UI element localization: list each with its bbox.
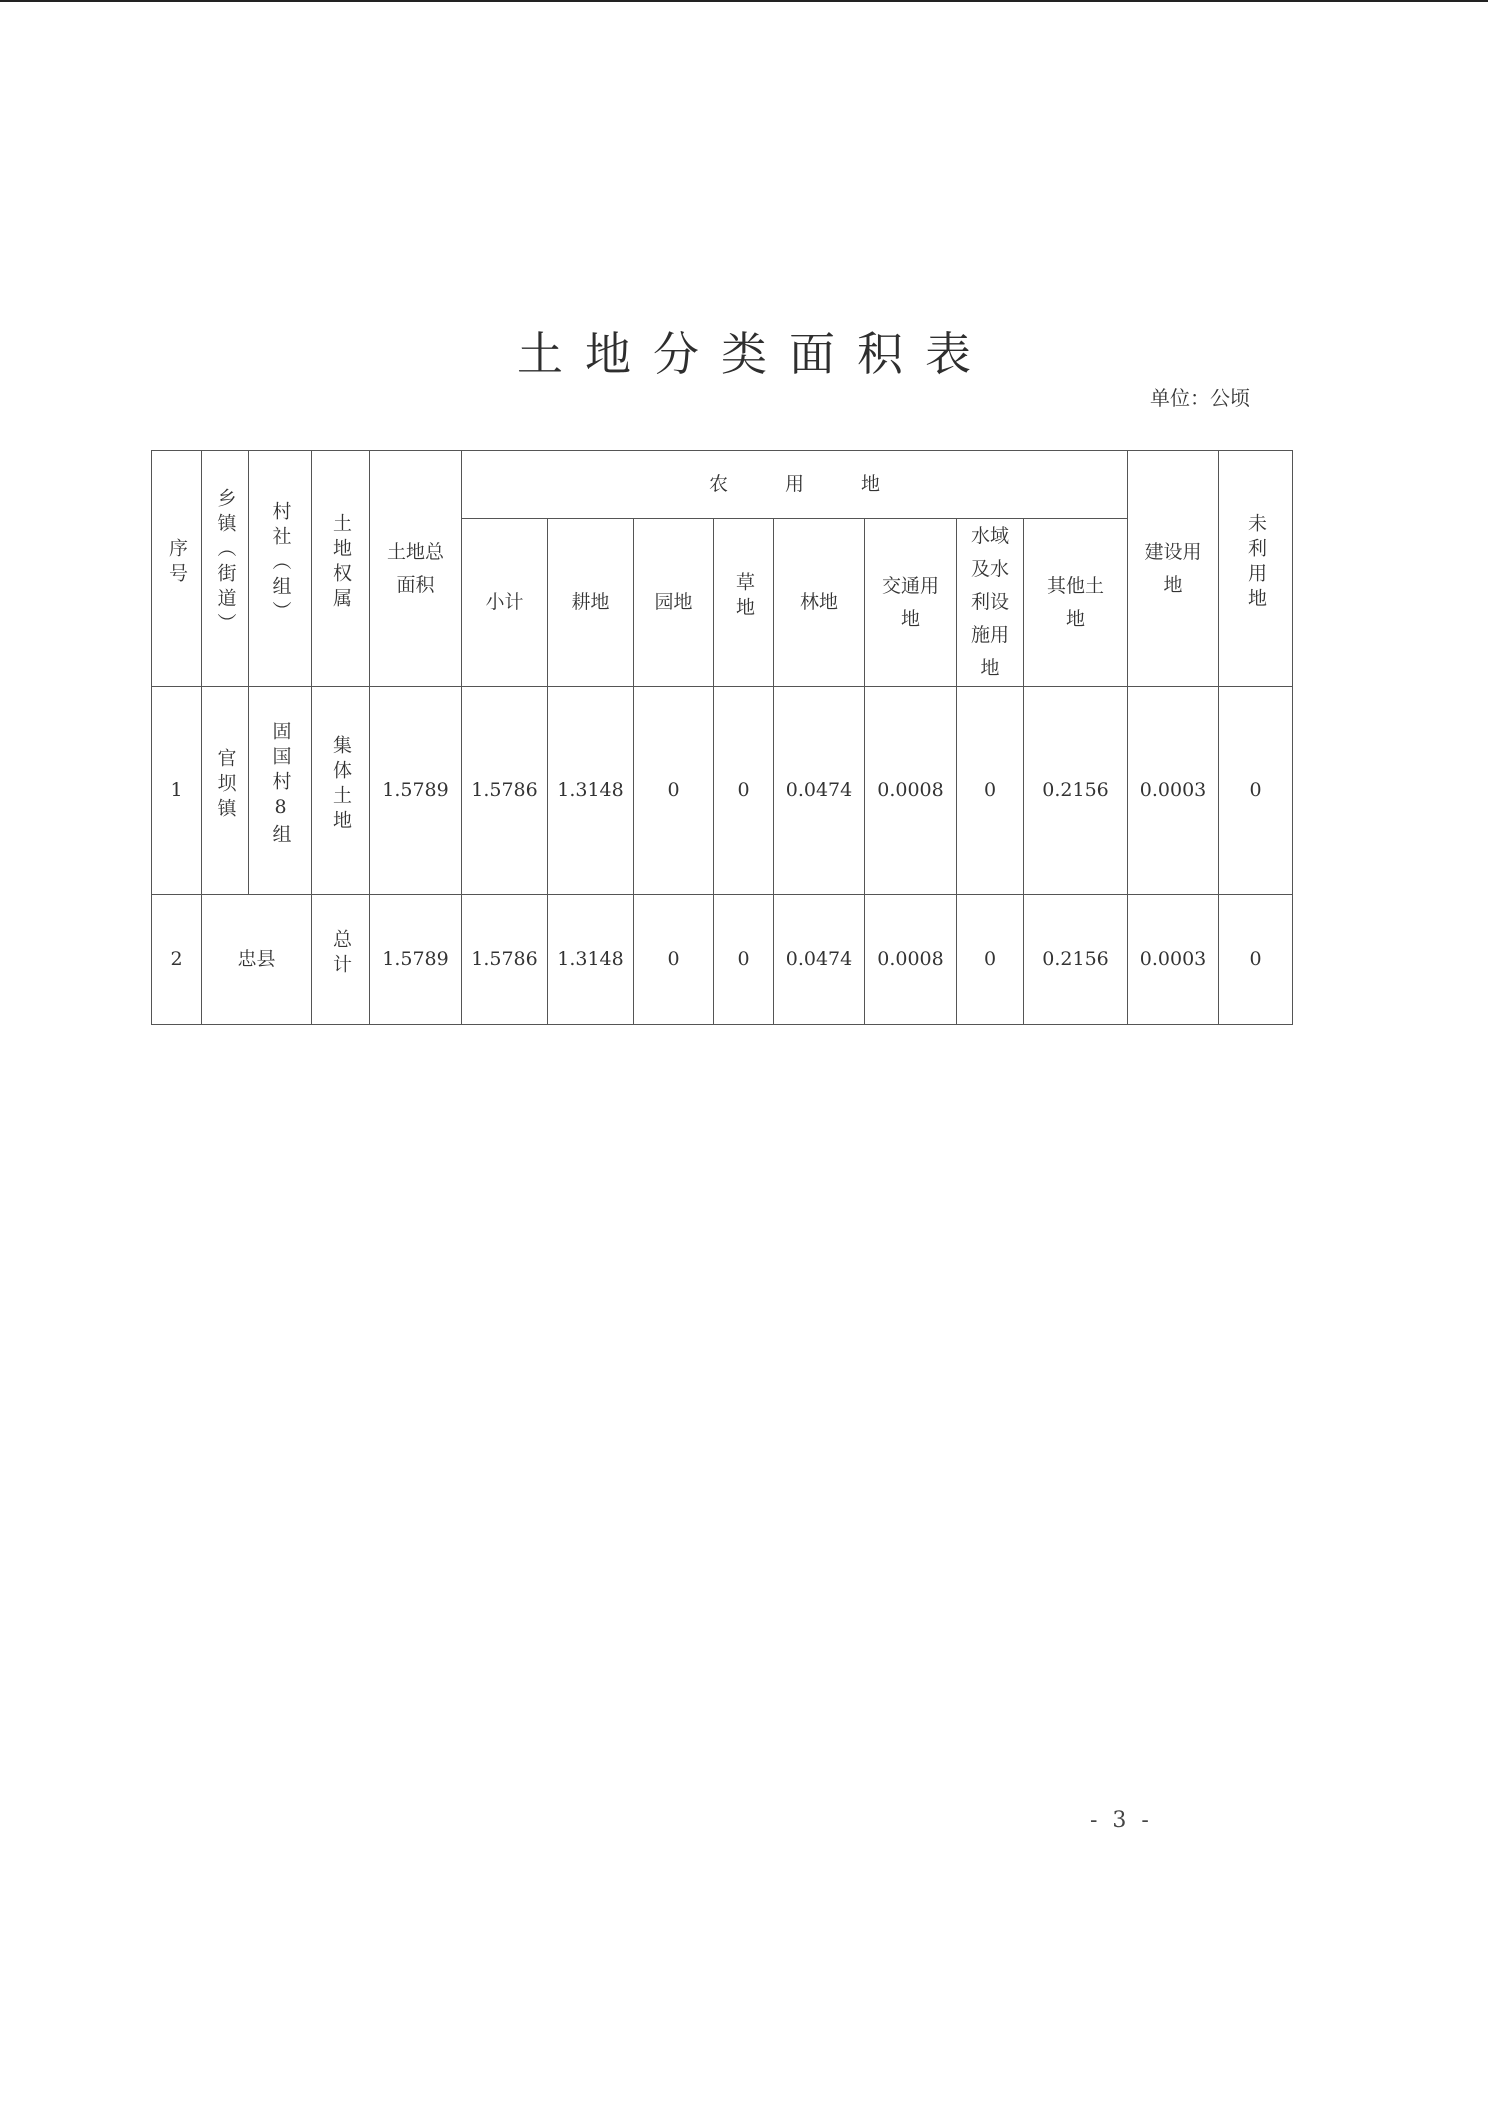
header-row-1	[152, 451, 1293, 519]
cell-garden: 0	[634, 687, 714, 895]
cell-construction: 0.0003	[1128, 687, 1219, 895]
cell-total-area: 1.5789	[370, 895, 462, 1025]
cell-water: 0	[957, 895, 1024, 1025]
cell-seq: 2	[152, 895, 202, 1025]
cell-ownership: 集体土地	[312, 687, 370, 895]
cell-water: 0	[957, 687, 1024, 895]
cell-grass: 0	[714, 895, 774, 1025]
cell-ownership: 总计	[312, 895, 370, 1025]
header-town: 乡镇（街道）	[202, 451, 249, 687]
header-grass: 草地	[714, 519, 774, 687]
header-agricultural: 农 用 地	[462, 451, 1128, 519]
cell-cultivated: 1.3148	[548, 895, 634, 1025]
header-construction: 建设用地	[1128, 451, 1219, 687]
header-forest: 林地	[774, 519, 865, 687]
table-row-total	[152, 895, 1293, 1025]
header-water: 水域及水利设施用地	[957, 519, 1024, 687]
cell-forest: 0.0474	[774, 895, 865, 1025]
cell-subtotal: 1.5786	[462, 895, 548, 1025]
cell-construction: 0.0003	[1128, 895, 1219, 1025]
cell-town: 官坝镇	[202, 687, 249, 895]
cell-unused: 0	[1219, 895, 1293, 1025]
header-transport: 交通用地	[865, 519, 957, 687]
header-other: 其他土地	[1024, 519, 1128, 687]
cell-cultivated: 1.3148	[548, 687, 634, 895]
table-row	[152, 687, 1293, 895]
cell-forest: 0.0474	[774, 687, 865, 895]
cell-seq: 1	[152, 687, 202, 895]
unit-label: 单位：公顷	[1150, 386, 1250, 410]
cell-unused: 0	[1219, 687, 1293, 895]
land-classification-table	[151, 450, 1293, 1025]
top-border-line	[0, 0, 1488, 2]
cell-other: 0.2156	[1024, 687, 1128, 895]
cell-grass: 0	[714, 687, 774, 895]
header-ownership: 土地权属	[312, 451, 370, 687]
document-title: 土地分类面积表	[517, 327, 993, 381]
header-subtotal: 小计	[462, 519, 548, 687]
header-total-area: 土地总面积	[370, 451, 462, 687]
cell-town-village: 忠县	[202, 895, 312, 1025]
header-garden: 园地	[634, 519, 714, 687]
header-cultivated: 耕地	[548, 519, 634, 687]
header-village: 村社（组）	[249, 451, 312, 687]
page-number: - 3 -	[1090, 1808, 1153, 1833]
header-unused: 未利用地	[1219, 451, 1293, 687]
cell-village: 固国村8组	[249, 687, 312, 895]
cell-garden: 0	[634, 895, 714, 1025]
cell-transport: 0.0008	[865, 687, 957, 895]
cell-total-area: 1.5789	[370, 687, 462, 895]
cell-other: 0.2156	[1024, 895, 1128, 1025]
header-seq: 序号	[152, 451, 202, 687]
cell-subtotal: 1.5786	[462, 687, 548, 895]
cell-transport: 0.0008	[865, 895, 957, 1025]
